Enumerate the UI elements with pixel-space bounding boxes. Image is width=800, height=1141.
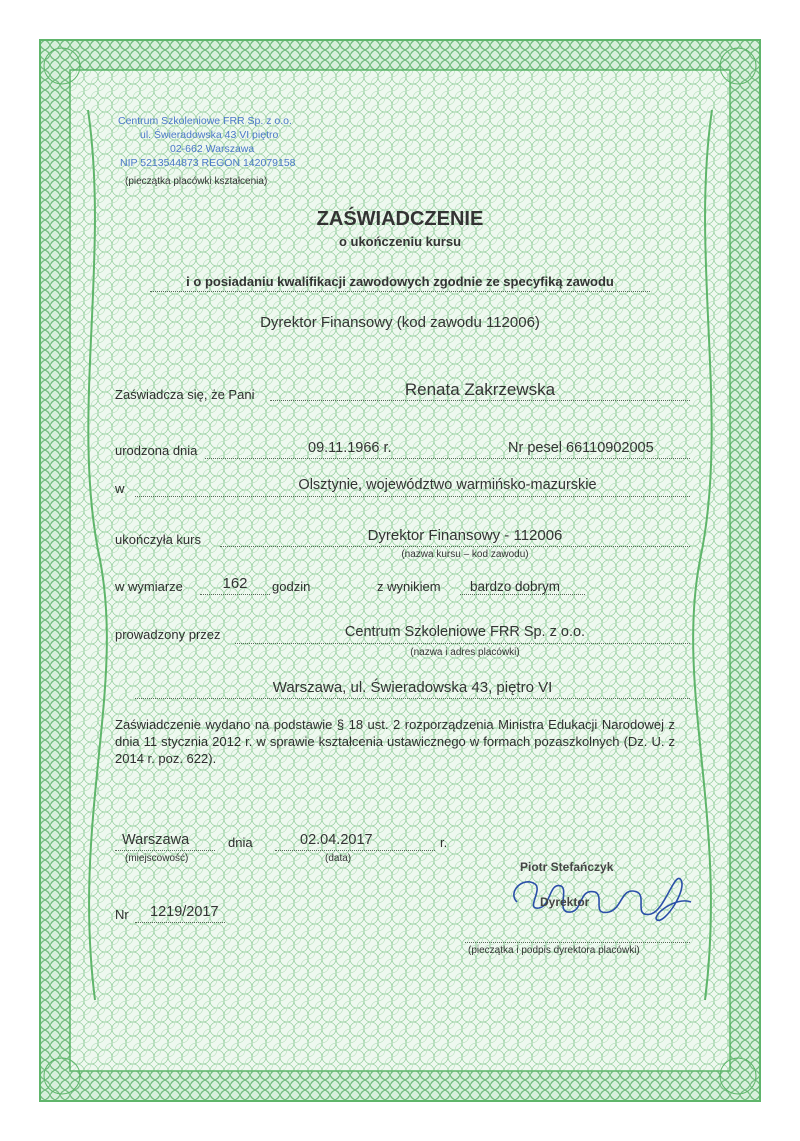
underline xyxy=(150,291,650,292)
result-value: bardzo dobrym xyxy=(470,579,561,594)
number-label: Nr xyxy=(115,907,129,922)
person-label: Zaświadcza się, że Pani xyxy=(115,387,255,402)
stamp-caption: (pieczątka placówki kształcenia) xyxy=(125,176,268,187)
underline xyxy=(460,594,585,595)
underline xyxy=(220,546,690,547)
underline xyxy=(205,458,690,459)
director-role: Dyrektor xyxy=(540,895,590,909)
city-caption: (miejscowość) xyxy=(125,853,189,864)
date-label: dnia xyxy=(228,835,253,850)
underline xyxy=(200,594,270,595)
stamp-line: NIP 5213544873 REGON 142079158 xyxy=(120,157,296,169)
birth-label: urodzona dnia xyxy=(115,443,198,458)
stamp-line: 02-662 Warszawa xyxy=(170,143,255,155)
signature-caption: (pieczątka i podpis dyrektora placówki) xyxy=(468,945,640,956)
underline xyxy=(135,922,225,923)
provider-label: prowadzony przez xyxy=(115,627,221,642)
qualification-line: i o posiadaniu kwalifikacji zawodowych zgodnie ze specyfiką zawodu xyxy=(186,274,614,289)
page-title: ZAŚWIADCZENIE xyxy=(316,208,484,230)
hours-label: w wymiarze xyxy=(115,579,183,594)
underline xyxy=(270,400,690,401)
stamp-line: ul. Świeradowska 43 VI piętro xyxy=(140,129,279,141)
date-caption: (data) xyxy=(325,853,352,864)
signature-scribble xyxy=(505,862,695,932)
underline xyxy=(115,850,215,851)
birth-date: 09.11.1966 r. xyxy=(308,440,392,456)
underline xyxy=(275,850,435,851)
stamp-line: Centrum Szkoleniowe FRR Sp. z o.o. xyxy=(118,115,292,127)
place-label: w xyxy=(115,481,125,496)
director-name: Piotr Stefańczyk xyxy=(520,860,614,874)
course-caption: (nazwa kursu – kod zawodu) xyxy=(401,549,529,560)
issue-city: Warszawa xyxy=(122,832,190,848)
legal-basis: Zaświadczenie wydano na podstawie § 18 ust. 2 rozporządzenia Ministra Edukacji Narodowej z dnia 11 stycznia 2012 r. w sprawie kształcenia ustawicznego w formach pozaszkolnych (Dz. U. z 2014 r. poz. 622). xyxy=(115,717,675,766)
profession-title: Dyrektor Finansowy (kod zawodu 112006) xyxy=(260,314,540,331)
pesel-number: Nr pesel 66110902005 xyxy=(508,440,654,456)
birth-place: Olsztynie, województwo warmińsko-mazurskie xyxy=(298,477,597,493)
provider-name: Centrum Szkoleniowe FRR Sp. z o.o. xyxy=(344,624,586,640)
result-label: z wynikiem xyxy=(377,579,441,594)
underline xyxy=(135,698,690,699)
course-name: Dyrektor Finansowy - 112006 xyxy=(367,527,563,544)
underline xyxy=(465,942,690,943)
provider-caption: (nazwa i adres placówki) xyxy=(410,647,520,658)
issue-date: 02.04.2017 xyxy=(300,832,373,848)
hours-unit: godzin xyxy=(272,579,311,594)
underline xyxy=(235,643,690,644)
page-subtitle: o ukończeniu kursu xyxy=(338,234,462,249)
year-suffix: r. xyxy=(440,835,448,850)
provider-address: Warszawa, ul. Świeradowska 43, piętro VI xyxy=(272,679,553,696)
hours-value: 162 xyxy=(222,575,248,592)
underline xyxy=(135,496,690,497)
course-label: ukończyła kurs xyxy=(115,532,201,547)
certificate-number: 1219/2017 xyxy=(150,904,219,920)
person-name: Renata Zakrzewska xyxy=(404,380,556,399)
